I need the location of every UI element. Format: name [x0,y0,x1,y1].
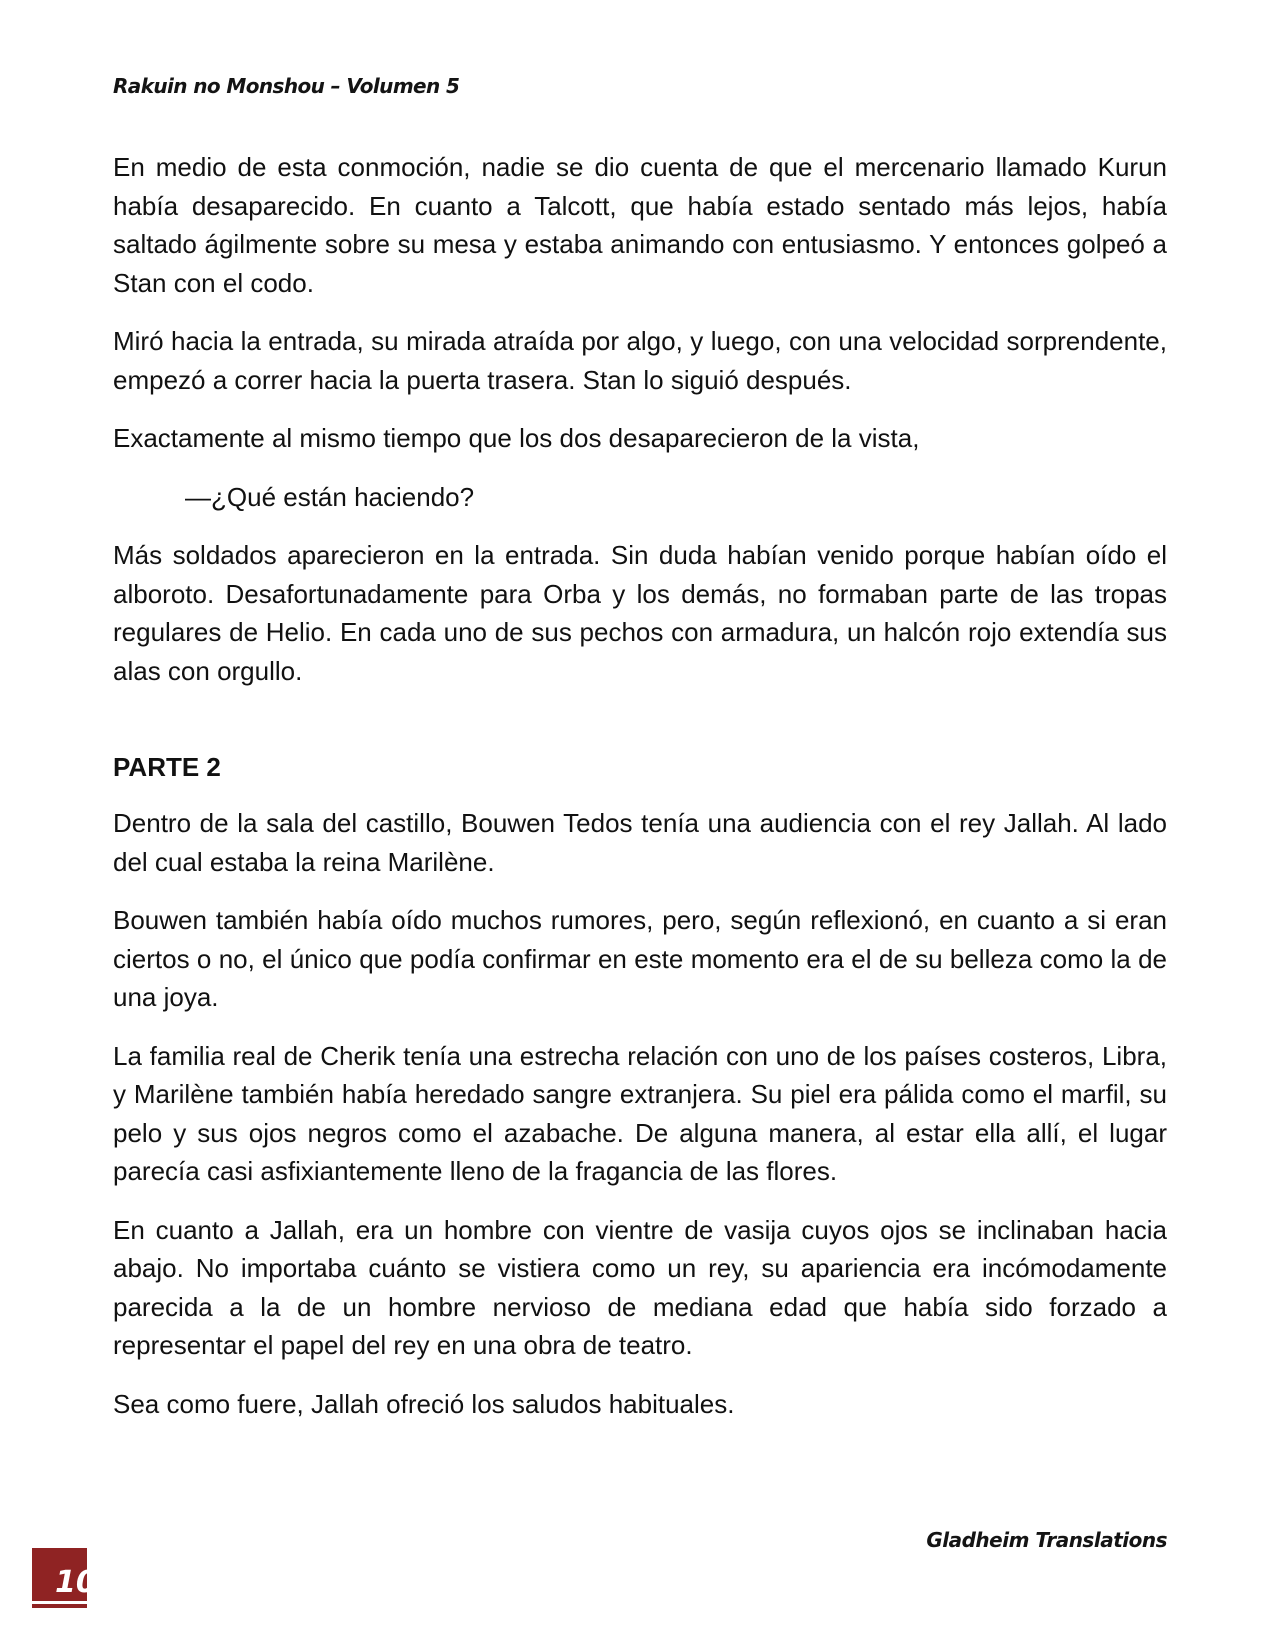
paragraph: En medio de esta conmoción, nadie se dio cuenta de que el mercenario llamado Kurun había desaparecido. En cuanto a Talcott, que había estado sentado más lejos, había saltado ágilmente sobre su mesa y estaba animando con entusiasmo. Y entonces golpeó a Stan con el codo. [113,152,1167,298]
page-number-underline [32,1601,87,1604]
section-heading: PARTE 2 [113,752,221,782]
page-number: 10 [55,1565,97,1600]
paragraph: Miró hacia la entrada, su mirada atraída por algo, y luego, con una velocidad sorprendente, empezó a correr hacia la puerta trasera. Stan lo siguió después. [113,326,1167,395]
paragraph: Bouwen también había oído muchos rumores, pero, según reflexionó, en cuanto a si eran ciertos o no, el único que podía confirmar en este momento era el de su belleza como la de una joya. [113,905,1167,1012]
document-body [113,148,1167,1443]
page-number-box [32,1548,97,1608]
dialogue-line: —¿Qué están haciendo? [185,481,475,512]
footer-credit: Gladheim Translations [926,1528,1167,1552]
paragraph: Sea como fuere, Jallah ofreció los saludos habituales. [113,1388,735,1419]
paragraph: Dentro de la sala del castillo, Bouwen Tedos tenía una audiencia con el rey Jallah. Al lado del cual estaba la reina Marilène. [113,808,1167,877]
page-header-title: Rakuin no Monshou – Volumen 5 [113,74,460,98]
paragraph: Más soldados aparecieron en la entrada. Sin duda habían venido porque habían oído el alboroto. Desafortunadamente para Orba y los demás, no formaban parte de las tropas regulares de Helio. En cada uno de sus pechos con armadura, un halcón rojo extendía sus alas con orgullo. [113,540,1167,686]
paragraph: La familia real de Cherik tenía una estrecha relación con uno de los países costeros, Libra, y Marilène también había heredado sangre extranjera. Su piel era pálida como el marfil, su pelo y sus ojos negros como el azabache. De alguna manera, al estar ella allí, el lugar parecía casi asfixiantemente lleno de la fragancia de las flores. [113,1040,1167,1186]
paragraph: Exactamente al mismo tiempo que los dos desaparecieron de la vista, [113,423,920,453]
paragraph: En cuanto a Jallah, era un hombre con vientre de vasija cuyos ojos se inclinaban hacia abajo. No importaba cuánto se vistiera como un rey, su apariencia era incómodamente parecida a la de un hombre nervioso de mediana edad que había sido forzado a representar el papel del rey en una obra de teatro. [113,1214,1167,1360]
